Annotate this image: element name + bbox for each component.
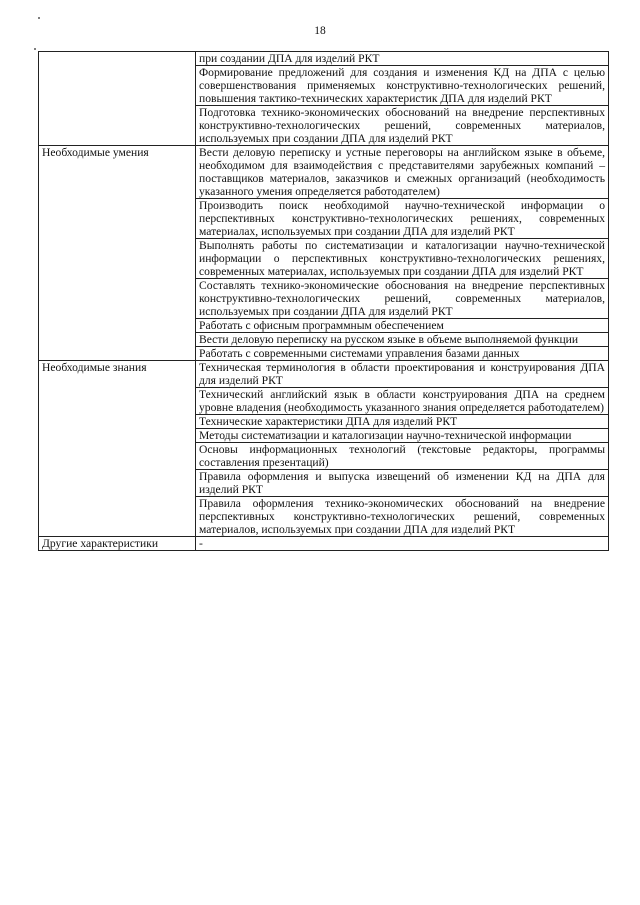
table-cell: Формирование предложений для создания и изменения КД на ДПА с целью совершенствования применяемых конструктивно-технологических решений, повышения тактико-технических характеристик ДПА для изделий РКТ [196,66,609,106]
table-row [39,146,609,199]
section-label: Необходимые знания [39,361,196,537]
table-cell: Вести деловую переписку на русском языке в объеме выполняемой функции [196,333,609,347]
table-cell: Методы систематизации и каталогизации научно-технической информации [196,429,609,443]
section-label: Другие характеристики [39,537,196,551]
table-cell: Производить поиск необходимой научно-технической информации о перспективных конструктивно-технологических решениях, современных материалах, используемых при создании ДПА для изделий РКТ [196,199,609,239]
page-number: 18 [314,25,326,37]
section-label: Необходимые умения [39,146,196,361]
table-cell: - [196,537,609,551]
table-cell: Технический английский язык в области конструирования ДПА на среднем уровне владения (необходимость указанного знания определяется работодателем) [196,388,609,415]
table-cell: Вести деловую переписку и устные переговоры на английском языке в объеме, необходимом для взаимодействия с представителями зарубежных компаний – поставщиков материалов, заказчиков и смежных организаций (необходимость указанного умения определяется работодателем) [196,146,609,199]
table-row [39,361,609,388]
competency-table [38,51,609,551]
table-cell: Техническая терминология в области проектирования и конструирования ДПА для изделий РКТ [196,361,609,388]
table-row [39,537,609,551]
table-cell: Технические характеристики ДПА для изделий РКТ [196,415,609,429]
table-cell: Основы информационных технологий (текстовые редакторы, программы составления презентаций) [196,443,609,470]
scan-speck [34,48,36,50]
table-row [39,52,609,66]
scan-speck [38,17,40,19]
table-cell: Выполнять работы по систематизации и каталогизации научно-технической информации о перспективных конструктивно-технологических решениях, современных материалах, используемых при создании ДПА для изделий РКТ [196,239,609,279]
table-cell: Правила оформления и выпуска извещений об изменении КД на ДПА для изделий РКТ [196,470,609,497]
table-cell: Работать с офисным программным обеспечением [196,319,609,333]
table-cell: Составлять технико-экономические обоснования на внедрение перспективных конструктивно-технологических решений, современных материалов, используемых при создании ДПА для изделий РКТ [196,279,609,319]
table-cell: Работать с современными системами управления базами данных [196,347,609,361]
table-cell: при создании ДПА для изделий РКТ [196,52,609,66]
table-cell: Правила оформления технико-экономических обоснований на внедрение перспективных конструктивно-технологических решений, современных материалов, используемых при создании ДПА для изделий РКТ [196,497,609,537]
table-cell: Подготовка технико-экономических обоснований на внедрение перспективных конструктивно-технологических решений, современных материалов, используемых при создании ДПА для изделий РКТ [196,106,609,146]
section-label [39,52,196,146]
